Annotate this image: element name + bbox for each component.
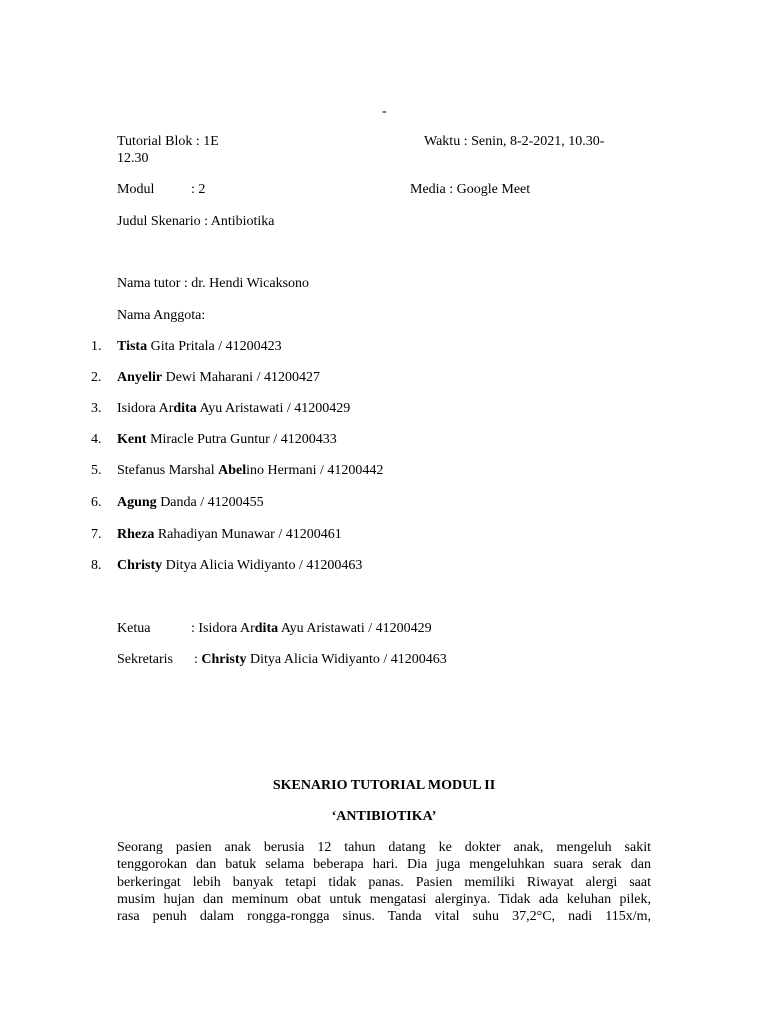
- sekretaris-label: Sekretaris: [117, 652, 173, 667]
- member-name-post: Dewi Maharani / 41200427: [162, 370, 320, 385]
- member-number: 2.: [91, 370, 102, 385]
- member-name-pre: Isidora Ar: [117, 401, 174, 416]
- scenario-line: musim hujan dan meminum obat untuk mengatasi alerginya. Tidak ada keluhan pilek,: [117, 891, 651, 907]
- sekretaris-colon: :: [194, 652, 202, 667]
- member-name-bold: Abel: [218, 463, 247, 478]
- member-name-bold: Tista: [117, 339, 148, 354]
- waktu-line2: 12.30: [117, 151, 149, 166]
- sekretaris-bold: Christy: [201, 652, 247, 667]
- nama-anggota: Nama Anggota:: [117, 308, 206, 323]
- modul-value: : 2: [191, 182, 206, 197]
- member-item: [117, 495, 264, 511]
- member-number: 8.: [91, 558, 102, 573]
- waktu-line1: Waktu : Senin, 8-2-2021, 10.30-: [424, 134, 605, 149]
- member-name-post: ino Hermani / 41200442: [246, 463, 384, 478]
- ketua-label: Ketua: [117, 621, 151, 636]
- member-name-bold: Rheza: [117, 527, 155, 542]
- modul-label: Modul: [117, 182, 155, 197]
- scenario-heading: SKENARIO TUTORIAL MODUL II: [272, 778, 496, 793]
- scenario-line: rasa penuh dalam rongga-rongga sinus. Tanda vital suhu 37,2°C, nadi 115x/m,: [117, 909, 651, 925]
- member-number: 5.: [91, 463, 102, 478]
- member-number: 3.: [91, 401, 102, 416]
- sekretaris-post: Ditya Alicia Widiyanto / 41200463: [246, 652, 447, 667]
- tutorial-blok: Tutorial Blok : 1E: [117, 134, 219, 149]
- member-number: 4.: [91, 432, 102, 447]
- member-item: [117, 463, 383, 479]
- member-item: [117, 558, 362, 574]
- member-name-pre: Stefanus Marshal: [117, 463, 219, 478]
- member-item: [117, 370, 320, 386]
- scenario-line: tenggorokan dan batuk selama beberapa hari. Dia juga mengeluhkan suara serak dan: [117, 857, 651, 873]
- member-item: [117, 401, 350, 417]
- page-dash: -: [382, 104, 387, 119]
- ketua-bold: dita: [254, 621, 279, 636]
- member-item: [117, 339, 282, 355]
- ketua-pre: : Isidora Ar: [191, 621, 255, 636]
- member-item: [117, 527, 342, 543]
- member-number: 7.: [91, 527, 102, 542]
- member-name-post: Ditya Alicia Widiyanto / 41200463: [162, 558, 363, 573]
- scenario-line: berkeringat lebih banyak tetapi tidak panas. Pasien memiliki Riwayat alergi saat: [117, 874, 651, 890]
- member-item: [117, 432, 337, 448]
- member-name-bold: Christy: [117, 558, 163, 573]
- member-name-bold: Agung: [117, 495, 157, 510]
- member-name-bold: Kent: [117, 432, 147, 447]
- member-name-post: Ayu Aristawati / 41200429: [196, 401, 351, 416]
- member-name-post: Danda / 41200455: [156, 495, 264, 510]
- scenario-subheading: ‘ANTIBIOTIKA’: [331, 809, 437, 824]
- ketua-value: [191, 621, 432, 637]
- nama-tutor: Nama tutor : dr. Hendi Wicaksono: [117, 276, 310, 291]
- member-name-post: Gita Pritala / 41200423: [147, 339, 282, 354]
- member-number: 6.: [91, 495, 102, 510]
- member-name-post: Miracle Putra Guntur / 41200433: [146, 432, 337, 447]
- scenario-line: Seorang pasien anak berusia 12 tahun datang ke dokter anak, mengeluh sakit: [117, 840, 651, 855]
- member-name-post: Rahadiyan Munawar / 41200461: [154, 527, 342, 542]
- member-name-bold: dita: [173, 401, 197, 416]
- ketua-post: Ayu Aristawati / 41200429: [278, 621, 432, 636]
- scenario-paragraph: [117, 840, 651, 926]
- member-number: 1.: [91, 339, 102, 354]
- judul-skenario: Judul Skenario : Antibiotika: [117, 214, 275, 229]
- member-name-bold: Anyelir: [117, 370, 163, 385]
- sekretaris-value: [194, 652, 447, 668]
- media: Media : Google Meet: [410, 182, 531, 197]
